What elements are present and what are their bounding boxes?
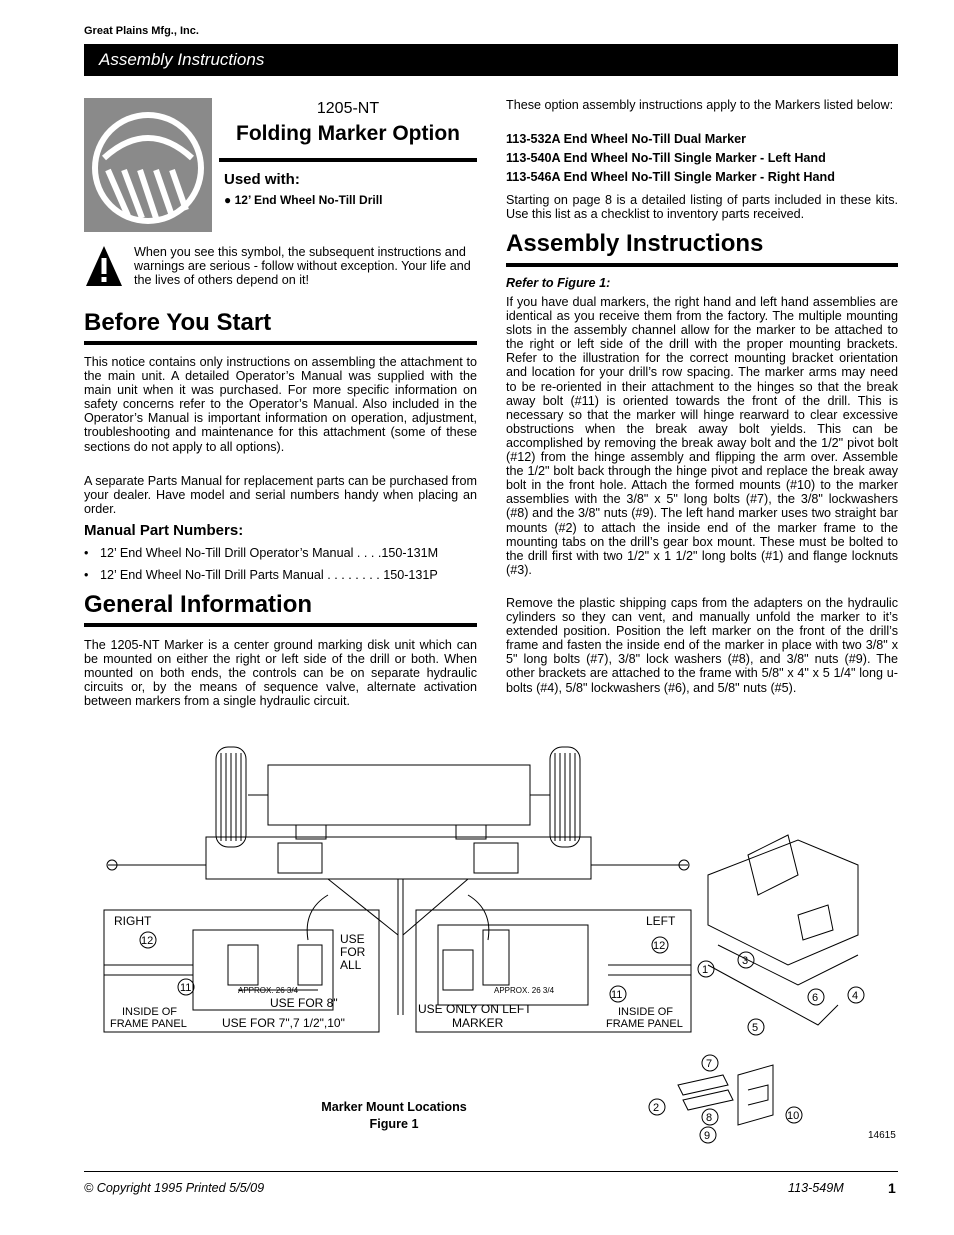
option-item: 113-540A End Wheel No-Till Single Marker - Left Hand [506, 151, 826, 165]
product-header [218, 98, 478, 146]
assembly-p2: Remove the plastic shipping caps from the adapters on the hydraulic cylinders so they can vent, and manually unfold the marker to it’s extended position. Position the left marker on the front of the drill’s frame and fasten the inside end of the marker in place with two 3/8" x 5" long bolts (#7), 3/8" lock washers (#8), and 3/8" nuts (#9). The other brackets are attached to the frame with 5/8" x 4" x 5 1/4" long u-bolts (#4), 5/8" lockwashers (#6), and 5/8" nuts (#5). [506, 596, 898, 695]
callout: 8 [706, 1112, 713, 1124]
inside-frame-label: FRAME PANEL [110, 1018, 187, 1030]
callout: 10 [787, 1110, 800, 1122]
general-information-p1: The 1205-NT Marker is a center ground marking disk unit which can be mounted on either the right or left side of the drill or both. When mounted on both ends, the controls can be on separate hydraulic circuits or, by the means of sequence valve, alternate activation between markers from a single hydraulic circuit. [84, 638, 477, 709]
exclamation-triangle-icon [84, 244, 124, 293]
product-title: Folding Marker Option [236, 122, 460, 145]
footer-copyright: © Copyright 1995 Printed 5/5/09 [84, 1181, 265, 1195]
title-divider [219, 158, 477, 162]
use-for-others-label: USE FOR 7",7 1/2",10" [222, 1016, 345, 1030]
drill-top-view [107, 747, 689, 1015]
approx-right-label: APPROX. 26 3/4 [238, 986, 299, 995]
refer-to-figure: Refer to Figure 1: [506, 276, 611, 290]
footer-rule [84, 1171, 898, 1172]
approx-left-label: APPROX. 26 3/4 [494, 986, 555, 995]
used-with-item-text: 12’ End Wheel No-Till Drill [234, 193, 383, 207]
use-for-all-label: USE [340, 932, 365, 946]
callout: 12 [141, 935, 154, 947]
hardware-detail [678, 1065, 773, 1125]
callout: 4 [852, 990, 859, 1002]
options-intro: These option assembly instructions apply to the Markers listed below: [506, 98, 894, 112]
callout: 11 [611, 989, 623, 1001]
options-note: Starting on page 8 is a detailed listing of parts included in these kits. Use this list as a checklist to inventory parts received. [506, 193, 898, 222]
company-logo [84, 98, 212, 232]
inside-frame-label: FRAME PANEL [606, 1018, 683, 1030]
section-rule [84, 341, 477, 345]
callout: 3 [742, 955, 749, 967]
callout: 5 [752, 1022, 759, 1034]
callout: 12 [653, 940, 666, 952]
inside-frame-label: INSIDE OF [618, 1006, 674, 1018]
used-with-item: ● 12’ End Wheel No-Till Drill [224, 193, 383, 207]
callout: 6 [812, 992, 819, 1004]
used-with-label: Used with: [224, 171, 300, 188]
section-rule [506, 263, 898, 267]
figure-caption-title: Marker Mount Locations [321, 1100, 467, 1114]
section-banner [84, 44, 898, 76]
manual-list-item: • 12’ End Wheel No-Till Drill Parts Manual . . . . . . . . 150-131P [84, 568, 438, 582]
warning-text: When you see this symbol, the subsequent instructions and warnings are serious - follow without exception. Your life and the lives of others depend on it! [134, 245, 471, 287]
use-only-left-label: USE ONLY ON LEFT [418, 1002, 532, 1016]
option-item: 113-546A End Wheel No-Till Single Marker - Right Hand [506, 170, 835, 184]
option-item: 113-532A End Wheel No-Till Dual Marker [506, 132, 747, 146]
right-label: RIGHT [114, 914, 152, 928]
company-name: Great Plains Mfg., Inc. [84, 25, 199, 37]
footer-doc-number: 113-549M [788, 1181, 844, 1195]
page-number: 1 [888, 1180, 896, 1196]
section-rule [84, 623, 477, 627]
callout: 9 [704, 1130, 711, 1142]
inside-frame-label: INSIDE OF [122, 1006, 178, 1018]
callout: 7 [706, 1058, 713, 1070]
use-for-all-label: ALL [340, 958, 362, 972]
isometric-detail [708, 835, 858, 1025]
use-for-all-label: FOR [340, 945, 366, 959]
figure-caption [306, 1099, 482, 1133]
assembly-p1: If you have dual markers, the right hand and left hand assemblies are identical as you receive them from the factory. The multiple mounting slots in the assembly channel allow for the marker to be attached to the right or left side of the drill with the proper mounting brackets. Refer to the illustration for the correct mounting bracket orientation and location for your drill’s row spacing. The marker arms may need to be re-oriented in their attachment to the hinges so that the break away bolt (#11) is oriented towards the front of the drill. This is necessary so that the marker will hinge rearward to clear excessive obstructions when the break away bolt yields. This can be accomplished by removing the break away bolt and the 1/2" pivot bolt (#12) from the hinge assembly and flipping the arm over. Assemble the 1/2" bolt back through the hinge pivot and replace the break away bolt in the front hole. Attach the formed mounts (#10) to the marker assemblies with the 3/8" x 5" long bolts (#7), the 3/8" lockwashers (#8) and the 3/8" nuts (#9). The left hand marker uses two straight bar mounts (#2) to attach the inside end of the marker frame to the mounting tabs on the drill’s gear box mount. These must be bolted to the drill first with two 1/2" x 1 1/2" long bolts (#1) and flange locknuts (#3). [506, 295, 898, 577]
left-label: LEFT [646, 914, 676, 928]
figure-caption-number: Figure 1 [369, 1117, 419, 1131]
before-you-start-p1: This notice contains only instructions on assembling the attachment to the main unit. A detailed Operator’s Manual was supplied with the main unit when it was purchased. For more specific information on safety concerns refer to the Operator’s Manual. Also included in the Operator’s Manual is important information on operation, adjustment, troubleshooting and maintenance for this attachment (some of these sections do not apply to all options). [84, 355, 477, 454]
use-for-8-label: USE FOR 8" [270, 996, 338, 1010]
before-you-start-p2: A separate Parts Manual for replacement parts can be purchased from your dealer. Have model and serial numbers handy when placing an order. [84, 474, 477, 517]
callout: 1 [702, 964, 709, 976]
manual-list-item: • 12’ End Wheel No-Till Drill Operator’s Manual . . . .150-131M [84, 546, 439, 560]
banner-title: Assembly Instructions [99, 50, 265, 69]
model-number: 1205-NT [316, 100, 380, 117]
callout: 2 [653, 1102, 660, 1114]
marker-mount-figure [98, 735, 898, 1155]
callout: 11 [180, 982, 192, 994]
manual-part-numbers-heading: Manual Part Numbers: [84, 522, 244, 539]
figure-id: 14615 [868, 1130, 896, 1141]
use-only-left-label: MARKER [452, 1016, 504, 1030]
before-you-start-heading: Before You Start [84, 309, 272, 336]
assembly-instructions-heading: Assembly Instructions [506, 230, 764, 257]
general-information-heading: General Information [84, 591, 313, 618]
